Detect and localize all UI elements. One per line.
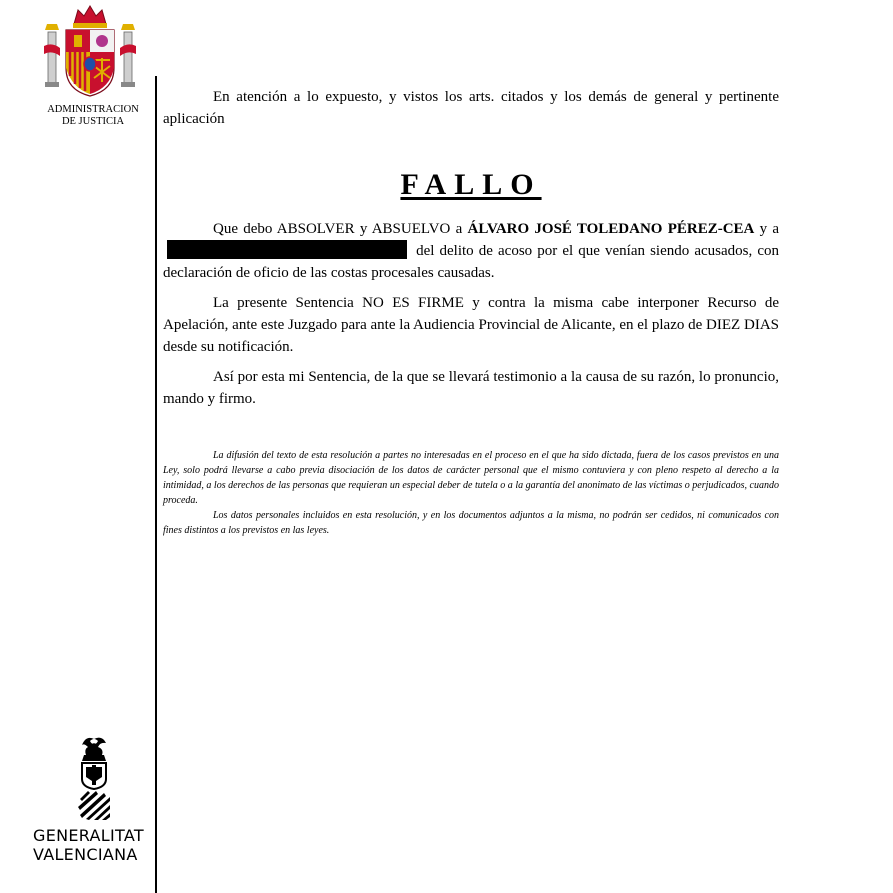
fallo-heading-text: FALLO	[400, 168, 542, 201]
privacy-notice	[163, 448, 779, 538]
redaction-bar	[167, 240, 407, 259]
defendant-name: ÁLVARO JOSÉ TOLEDANO PÉREZ-CEA	[467, 221, 755, 237]
generalitat-line1: GENERALITAT	[33, 826, 144, 845]
closing-text: Así por esta mi Sentencia, de la que se llevará testimonio a la causa de su razón, lo pronuncio, mando y firmo.	[163, 369, 779, 407]
intro-text: En atención a lo expuesto, y vistos los arts. citados y los demás de general y pertinente aplicación	[163, 89, 779, 127]
notice-text-1: La difusión del texto de esta resolución a partes no interesadas en el proceso en el que ha sido dictada, fuera de los casos previstos en una Ley, solo podrá llevarse a cabo previa disociación de los datos de carácter personal que el mismo contuviera y con pleno respeto al derecho a la intimidad, a los derechos de las personas que requieran un especial deber de tutela o a la garantía del anonimato de las víctimas o perjudicados, cuando proceda.	[163, 450, 779, 506]
appeal-text: La presente Sentencia NO ES FIRME y contra la misma cabe interponer Recurso de Apelación, ante este Juzgado para ante la Audiencia Provincial de Alicante, en el plazo de DIEZ DIAS desde su notificación.	[163, 295, 779, 355]
notice-paragraph-2	[163, 508, 779, 538]
verdict-post-text: del delito de acoso por el que venían siendo acusados, con declaración de oficio de las costas procesales causadas.	[163, 243, 779, 281]
appeal-paragraph	[163, 292, 779, 358]
institution-label	[38, 104, 148, 128]
verdict-paragraph	[163, 218, 779, 284]
verdict-mid-text: y a	[754, 221, 779, 237]
institution-line1: ADMINISTRACION	[47, 104, 139, 115]
generalitat-line2: VALENCIANA	[33, 845, 138, 864]
generalitat-label	[33, 826, 153, 864]
verdict-pre-text: Que debo ABSOLVER y ABSUELVO a	[213, 221, 468, 237]
generalitat-valenciana-emblem	[72, 733, 116, 823]
coat-of-arms-emblem	[40, 2, 140, 102]
institution-line2: DE JUSTICIA	[61, 116, 125, 127]
fallo-heading	[163, 168, 779, 202]
notice-paragraph-1	[163, 448, 779, 508]
closing-paragraph	[163, 366, 779, 410]
margin-rule	[155, 76, 157, 893]
notice-text-2: Los datos personales incluidos en esta resolución, y en los documentos adjuntos a la misma, no podrán ser cedidos, ni comunicados con fines distintos a los previstos en las leyes.	[163, 510, 779, 536]
intro-paragraph	[163, 86, 779, 130]
